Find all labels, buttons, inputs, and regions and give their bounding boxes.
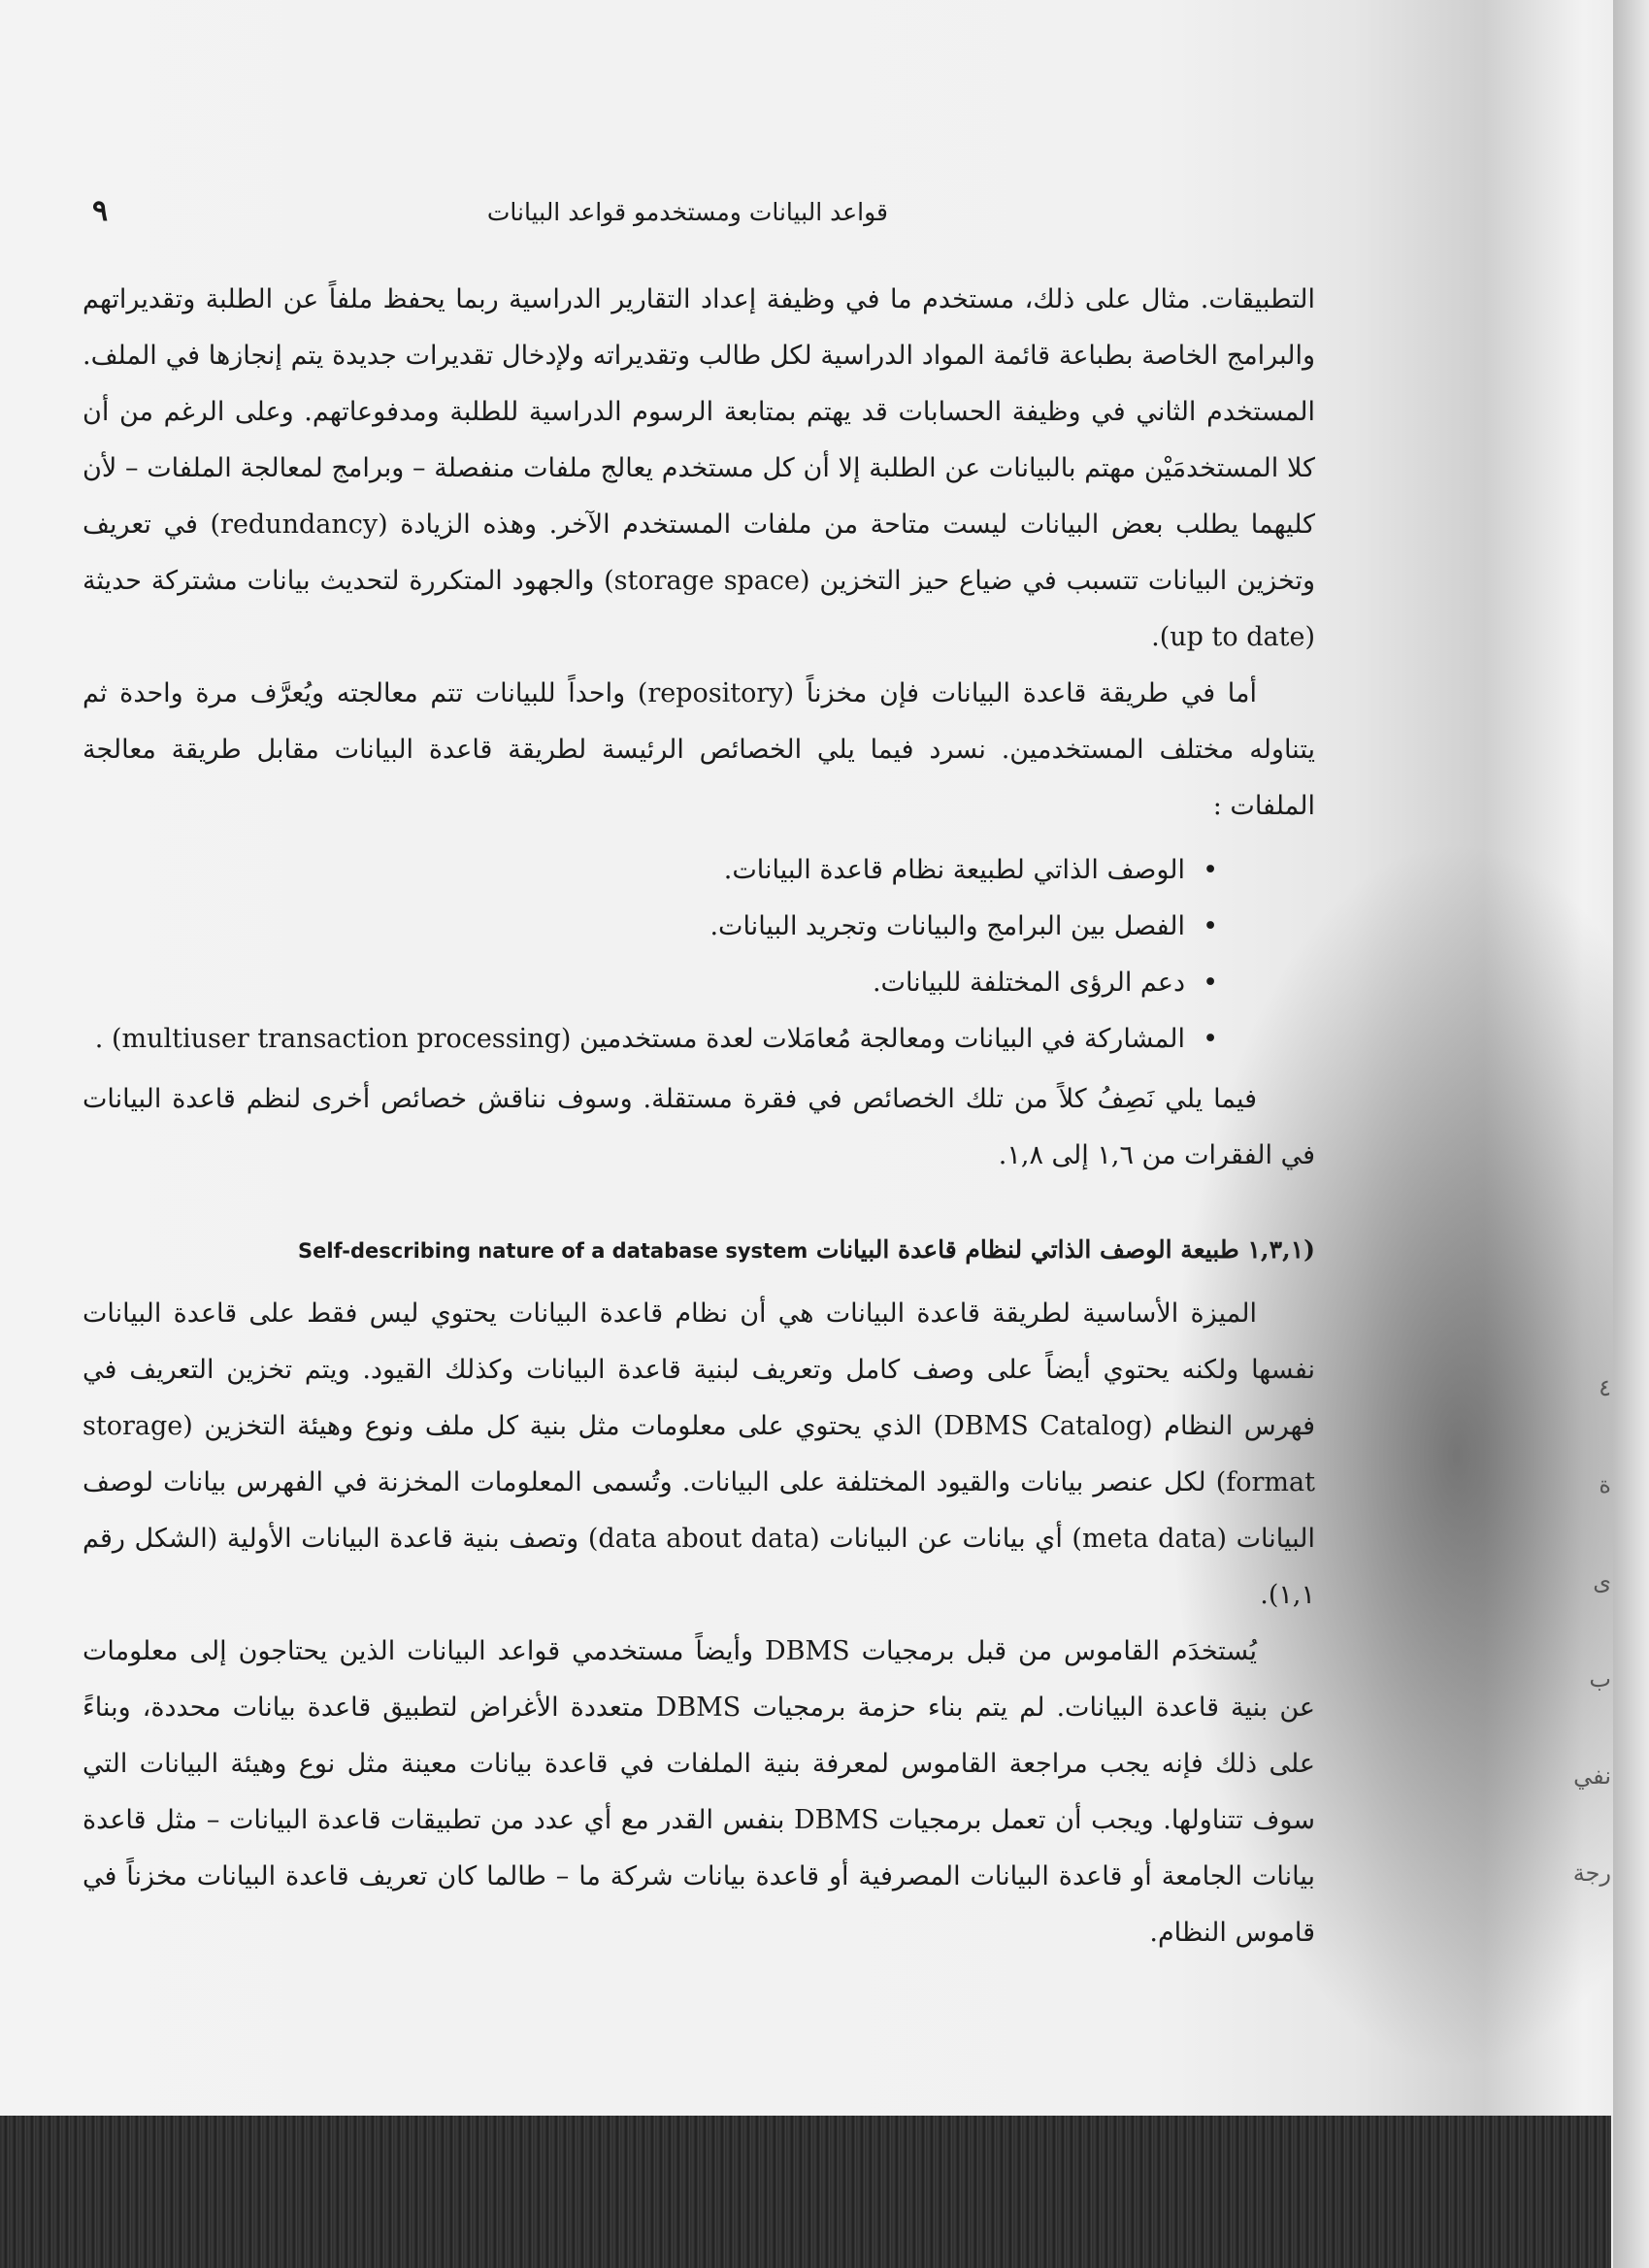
paragraph-1: التطبيقات. مثال على ذلك، مستخدم ما في وظيفة إعداد التقارير الدراسية ربما يحفظ ملفاً عن الطلبة وتقديراتهم والبرامج الخاصة بطباعة قائمة المواد الدراسية لكل طالب وتقديراته ولإدخال تقديرات جديدة يتم إنجازها في الملف. المستخدم الثاني في وظيفة الحسابات قد يهتم بمتابعة الرسوم الدراسية للطلبة ومدفوعاتهم. وعلى الرغم من أن كلا المستخدمَيْن مهتم بالبيانات عن الطلبة إلا أن كل مستخدم يعالج ملفات منفصلة – وبرامج لمعالجة الملفات – لأن كليهما يطلب بعض البيانات ليست متاحة من ملفات المستخدم الآخر. وهذه الزيادة (redundancy) في تعريف وتخزين البيانات تتسبب في ضياع حيز التخزين (storage space) والجهود المتكررة لتحديث بيانات مشتركة حديثة (up to date). (82, 284, 1316, 652)
body-text (82, 272, 1315, 1961)
feature-item: • الوصف الذاتي لطبيعة نظام قاعدة البيانات. (82, 842, 1218, 899)
margin-mark: ب (1589, 1665, 1611, 1693)
section-paragraph-1: الميزة الأساسية لطريقة قاعدة البيانات هي أن نظام قاعدة البيانات يحتوي ليس فقط على قاعدة البيانات نفسها ولكنه يحتوي أيضاً على وصف كامل وتعريف لبنية قاعدة البيانات وكذلك القيود. ويتم تخزين التعريف في فهرس النظام (DBMS Catalog) الذي يحتوي على معلومات مثل بنية كل ملف ونوع وهيئة التخزين (storage format) لكل عنصر بيانات والقيود المختلفة على البيانات. وتُسمى المعلومات المخزنة في الفهرس بيانات لوصف البيانات (meta data) أي بيانات عن البيانات (data about data) وتصف بنية قاعدة البيانات الأولية (الشكل رقم ١,١). (82, 1298, 1315, 1610)
features-list (82, 842, 1315, 1068)
section-heading-arabic: (١,٣,١ طبيعة الوصف الذاتي لنظام قاعدة البيانات (815, 1235, 1315, 1264)
feature-item: • دعم الرؤى المختلفة للبيانات. (82, 955, 1218, 1011)
margin-mark: ٤ (1599, 1374, 1611, 1401)
margin-mark: ة (1599, 1471, 1611, 1498)
margin-mark: نفي (1573, 1762, 1611, 1790)
page-number: ٩ (92, 194, 109, 228)
margin-bleed-text (1553, 1339, 1611, 1922)
section-heading-english: Self-describing nature of a database system (297, 1239, 808, 1263)
section-heading (82, 1227, 1315, 1274)
scanner-bottom-band (0, 2116, 1611, 2268)
margin-mark: رجة (1572, 1859, 1611, 1887)
page-edge-shadow (1613, 0, 1649, 2268)
feature-item: • الفصل بين البرامج والبيانات وتجريد البيانات. (82, 899, 1218, 955)
margin-mark: ى (1593, 1568, 1611, 1595)
running-title: قواعد البيانات ومستخدمو قواعد البيانات (486, 198, 888, 226)
feature-item: • المشاركة في البيانات ومعالجة مُعامَلات لعدة مستخدمين (multiuser transaction processing) . (82, 1011, 1218, 1068)
page-header (92, 194, 1315, 233)
paragraph-after-list: فيما يلي نَصِفُ كلاً من تلك الخصائص في فقرة مستقلة. وسوف نناقش خصائص أخرى لنظم قاعدة البيانات في الفقرات من ١,٦ إلى ١,٨. (82, 1084, 1315, 1170)
paragraph-2: أما في طريقة قاعدة البيانات فإن مخزناً (repository) واحداً للبيانات تتم معالجته ويُعرَّف مرة واحدة ثم يتناوله مختلف المستخدمين. نسرد فيما يلي الخصائص الرئيسة لطريقة قاعدة البيانات مقابل طريقة معالجة الملفات : (82, 678, 1315, 821)
section-paragraph-2: يُستخدَم القاموس من قبل برمجيات DBMS وأيضاً مستخدمي قواعد البيانات الذين يحتاجون إلى معلومات عن بنية قاعدة البيانات. لم يتم بناء حزمة برمجيات DBMS متعددة الأغراض لتطبيق قاعدة بيانات محددة، وبناءً على ذلك فإنه يجب مراجعة القاموس لمعرفة بنية الملفات في قاعدة بيانات معينة مثل نوع وهيئة البيانات التي سوف تتناولها. ويجب أن تعمل برمجيات DBMS بنفس القدر مع أي عدد من تطبيقات قاعدة البيانات – مثل قاعدة بيانات الجامعة أو قاعدة البيانات المصرفية أو قاعدة بيانات شركة ما – طالما كان تعريف قاعدة البيانات مخزناً في قاموس النظام. (82, 1636, 1315, 1948)
